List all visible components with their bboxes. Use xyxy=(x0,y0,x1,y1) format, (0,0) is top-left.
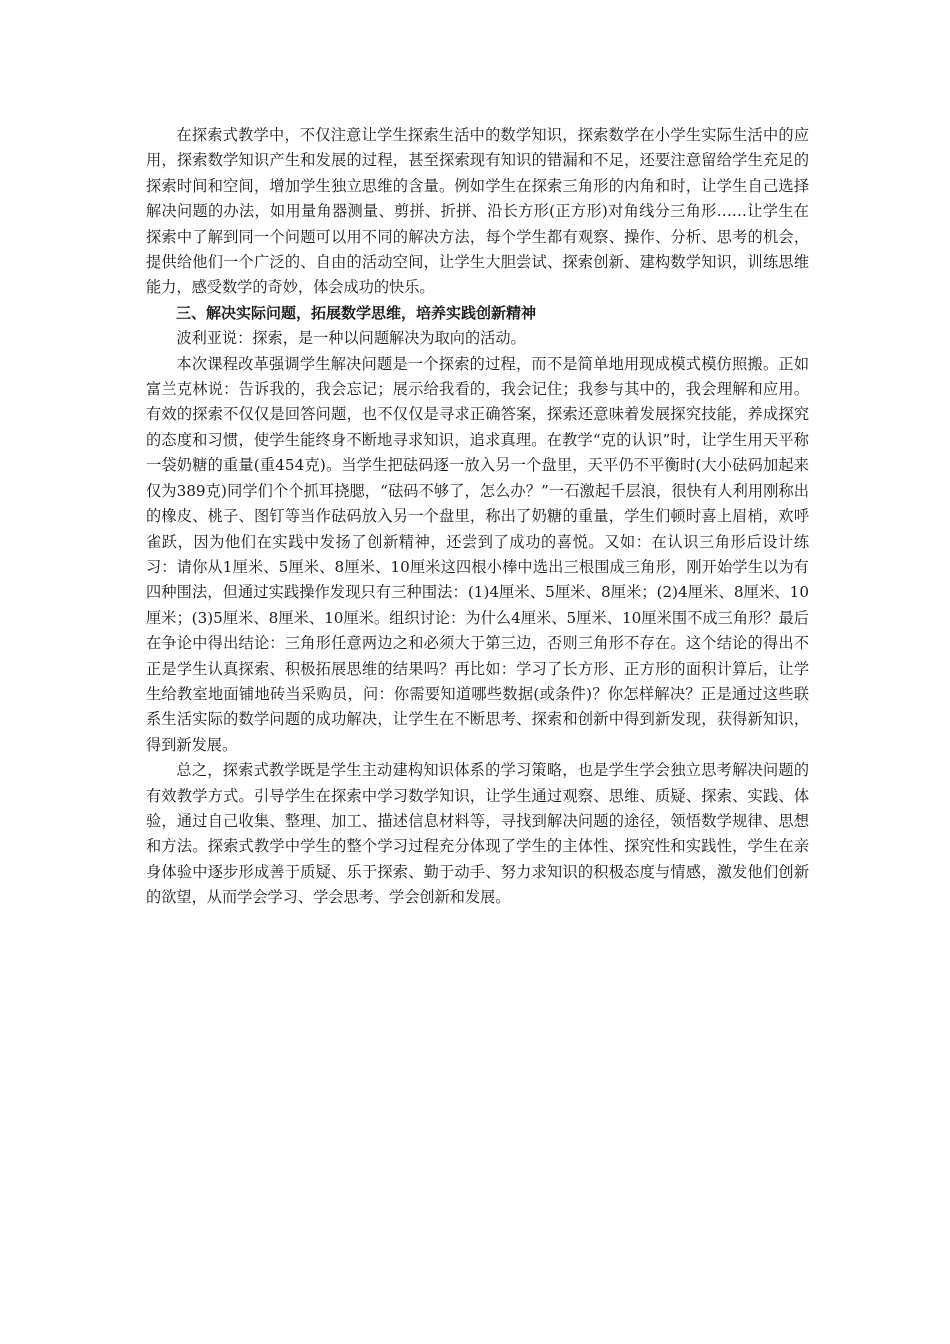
paragraph-conclusion: 总之，探索式教学既是学生主动建构知识体系的学习策略，也是学生学会独立思考解决问题的有效教学方式。引导学生在探索中学习数学知识，让学生通过观察、思维、质疑、探索、实践、体验，通过自己收集、整理、加工、描述信息材料等，寻找到解决问题的途径，领悟数学规律、思想和方法。探索式教学中学生的整个学习过程充分体现了学生的主体性、探究性和实践性，学生在亲身体验中逐步形成善于质疑、乐于探索、勤于动手、努力求知识的积极态度与情感，激发他们创新的欲望，从而学会学习、学会思考、学会创新和发展。 xyxy=(146,761,809,907)
document-page xyxy=(146,123,809,911)
paragraph-exploration: 在探索式教学中，不仅注意让学生探索生活中的数学知识，探索数学在小学生实际生活中的应用，探索数学知识产生和发展的过程，甚至探索现有知识的错漏和不足，还要注意留给学生充足的探索时间和空间，增加学生独立思维的含量。例如学生在探索三角形的内角和时，让学生自己选择解决问题的办法，如用量角器测量、剪拼、折拼、沿长方形(正方形)对角线分三角形……让学生在探索中了解到同一个问题可以用不同的解决方法，每个学生都有观察、操作、分析、思考的机会，提供给他们一个广泛的、自由的活动空间，让学生大胆尝试、探索创新、建构数学知识，训练思维能力，感受数学的奇妙，体会成功的快乐。 xyxy=(146,126,809,297)
paragraph-body: 本次课程改革强调学生解决问题是一个探索的过程，而不是简单地用现成模式模仿照搬。正如富兰克林说：告诉我的，我会忘记；展示给我看的，我会记住；我参与其中的，我会理解和应用。有效的探索不仅仅是回答问题，也不仅仅是寻求正确答案，探索还意味着发展探究技能，养成探究的态度和习惯，使学生能终身不断地寻求知识，追求真理。在教学“克的认识”时，让学生用天平称一袋奶糖的重量(重454克)。当学生把砝码逐一放入另一个盘里，天平仍不平衡时(大小砝码加起来仅为389克)同学们个个抓耳挠腮，“砝码不够了，怎么办？”一石激起千层浪，很快有人利用刚称出的橡皮、桃子、图钉等当作砝码放入另一个盘里，称出了奶糖的重量，学生们顿时喜上眉梢，欢呼雀跃，因为他们在实践中发扬了创新精神，还尝到了成功的喜悦。又如：在认识三角形后设计练习：请你从1厘米、5厘米、8厘米、10厘米这四根小棒中选出三根围成三角形，刚开始学生以为有四种围法，但通过实践操作发现只有三种围法：(1)4厘米、5厘米、8厘米；(2)4厘米、8厘米、10厘米；(3)5厘米、8厘米、10厘米。组织讨论：为什么4厘米、5厘米、10厘米围不成三角形？最后在争论中得出结论：三角形任意两边之和必须大于第三边，否则三角形不存在。这个结论的得出不正是学生认真探索、积极拓展思维的结果吗？再比如：学习了长方形、正方形的面积计算后，让学生给教室地面铺地砖当采购员，问：你需要知道哪些数据(或条件)？你怎样解决？正是通过这些联系生活实际的数学问题的成功解决，让学生在不断思考、探索和创新中得到新发现，获得新知识，得到新发展。 xyxy=(146,354,809,754)
section-heading: 三、解决实际问题，拓展数学思维，培养实践创新精神 xyxy=(176,303,537,322)
paragraph-quote: 波利亚说：探索，是一种以问题解决为取向的活动。 xyxy=(176,329,526,348)
